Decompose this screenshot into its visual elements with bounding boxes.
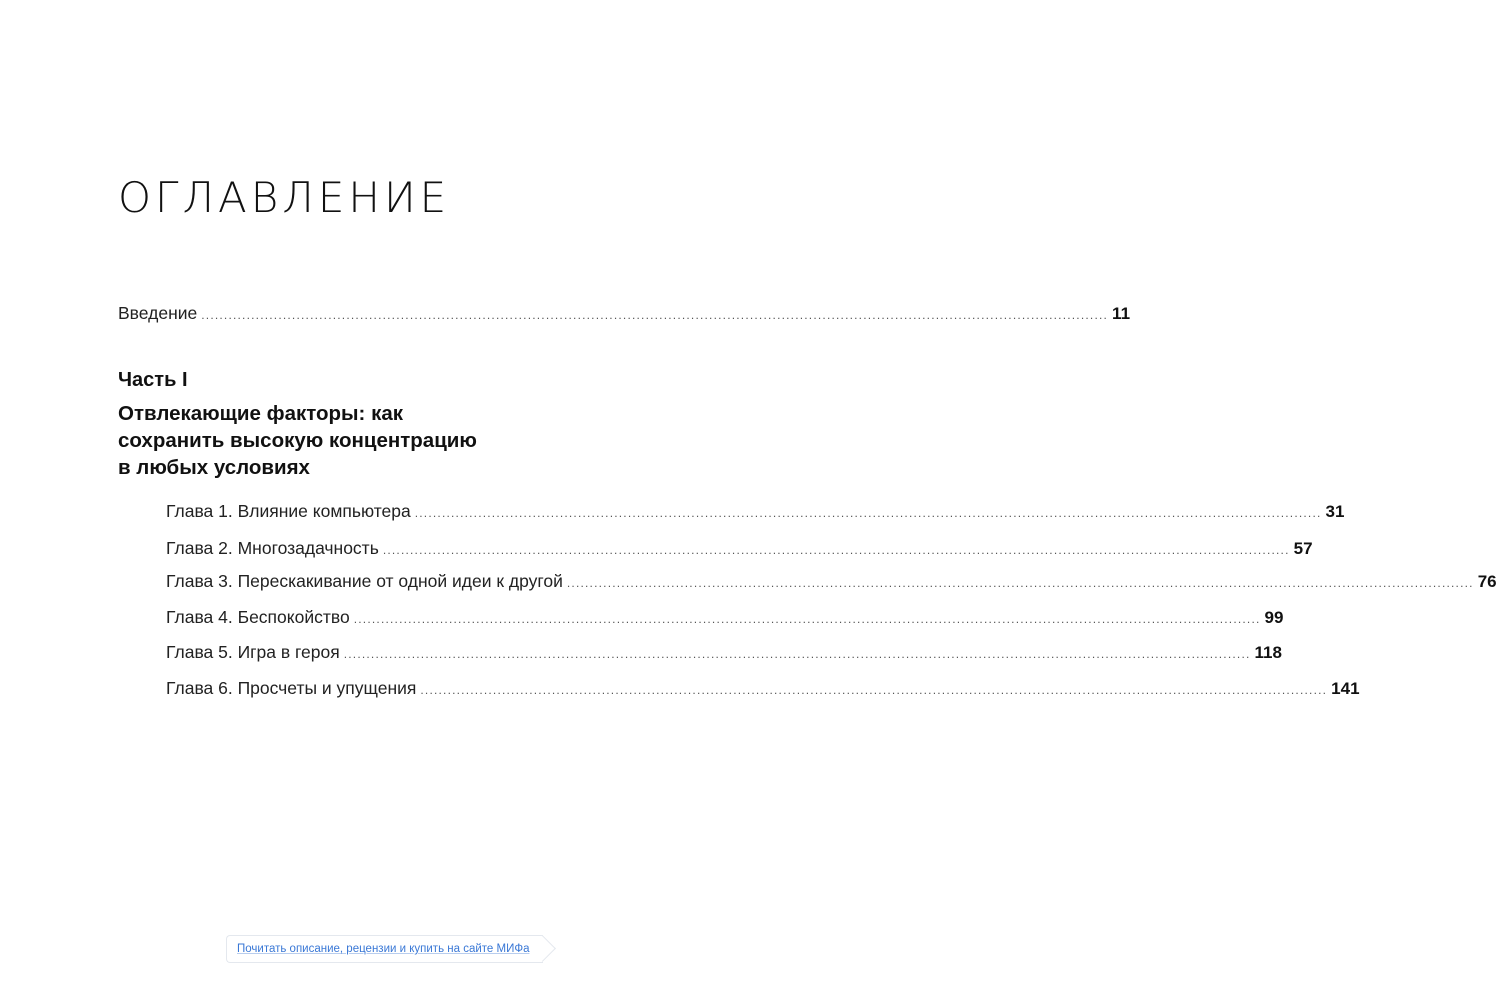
toc-page-number: 76 [1477,572,1497,591]
leader-dots: ........................................................................................................................................................................................................ [201,308,1109,322]
publisher-site-link[interactable] [226,935,543,963]
toc-entry-chapter-5[interactable] [166,640,1282,666]
leader-dots: ........................................................................................................................................................................................................ [566,576,1474,590]
toc-page-number: 31 [1325,502,1345,521]
toc-page-number: 11 [1112,304,1131,323]
toc-entry-label: Глава 1. Влияние компьютера [166,501,411,521]
toc-entry-label: Глава 3. Перескакивание от одной идеи к другой [166,571,563,591]
toc-entry-label: Глава 6. Просчеты и упущения [166,678,417,698]
part-title [118,400,678,481]
leader-dots: ........................................................................................................................................................................................................ [382,543,1290,557]
leader-dots: ........................................................................................................................................................................................................ [353,612,1261,626]
publisher-site-link-text: Почитать описание, рецензии и купить на сайте МИФа [237,943,530,955]
leader-dots: ........................................................................................................................................................................................................ [414,506,1322,520]
toc-entry-label: Глава 2. Многозадачность [166,538,379,558]
part-title-line: Отвлекающие факторы: как [118,402,403,425]
toc-entry-intro[interactable] [118,301,1131,327]
toc-entry-chapter-6[interactable] [166,676,1360,702]
toc-entry-chapter-4[interactable] [166,605,1284,631]
toc-entry-label: Глава 4. Беспокойство [166,607,350,627]
toc-page-number: 141 [1331,679,1360,698]
toc-page-number: 118 [1254,643,1282,662]
toc-entry-chapter-1[interactable] [166,499,1345,525]
leader-dots: ........................................................................................................................................................................................................ [420,683,1328,697]
toc-entry-label: Глава 5. Игра в героя [166,642,340,662]
part-label: Часть I [118,369,188,391]
part-title-line: сохранить высокую концентрацию [118,429,477,452]
page-title: ОГЛАВЛЕНИЕ [118,173,451,222]
leader-dots: ........................................................................................................................................................................................................ [343,647,1251,661]
toc-entry-chapter-3[interactable] [166,569,1497,595]
toc-page-number: 99 [1264,608,1284,627]
toc-entry-label: Введение [118,303,198,323]
part-title-line: в любых условиях [118,456,310,479]
toc-page-number: 57 [1293,539,1313,558]
toc-entry-chapter-2[interactable] [166,536,1313,562]
